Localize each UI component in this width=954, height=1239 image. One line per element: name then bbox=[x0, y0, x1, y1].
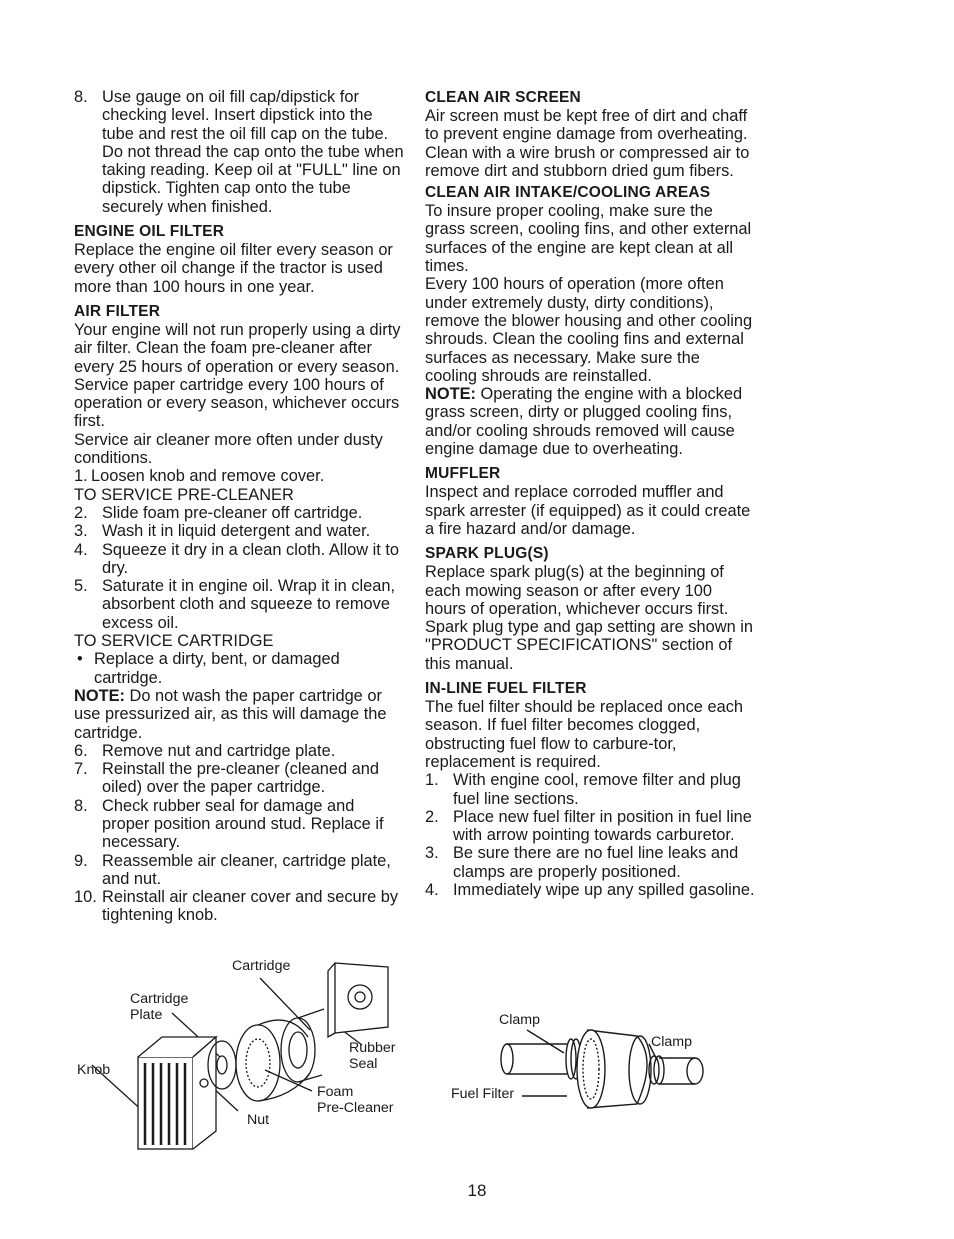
label-nut: Nut bbox=[247, 1112, 270, 1128]
clean-air-intake-paragraph-1: To insure proper cooling, make sure the grass screen, cooling fins, and other external surfaces of the engine are kept clean at all times. bbox=[425, 202, 752, 276]
label-rubber-seal-line-2: Seal bbox=[349, 1056, 378, 1072]
label-cartridge-plate-line-2: Plate bbox=[130, 1007, 163, 1023]
list-item: 4. Squeeze it dry in a clean cloth. Allow it to dry. bbox=[74, 540, 400, 577]
fuel-filter-text: The fuel filter should be replaced once each season. If fuel filter becomes clogged, obstructing fuel flow to carbure-tor, replacement is required. bbox=[425, 698, 744, 771]
list-item: 4. Immediately wipe up any spilled gasoline. bbox=[425, 880, 755, 899]
label-knob: Knob bbox=[77, 1062, 111, 1078]
label-cartridge-plate-line-1: Cartridge bbox=[130, 991, 189, 1007]
label-foam-line-1: Foam bbox=[317, 1084, 354, 1100]
clean-air-intake-note: NOTE: Operating the engine with a blocked grass screen, dirty or plugged cooling fins, and/or cooling shrouds removed will cause engine damage due to overheating. bbox=[425, 385, 743, 459]
engine-oil-filter-text: Replace the engine oil filter every season or every other oil change if the tractor is used more than 100 hours in one year. bbox=[74, 241, 393, 296]
heading-clean-air-screen: CLEAN AIR SCREEN bbox=[425, 89, 581, 106]
list-item: 3. Be sure there are no fuel line leaks and clamps are properly positioned. bbox=[425, 844, 739, 881]
clean-air-intake-paragraph-2: Every 100 hours of operation (more often under extremely dusty, dirty conditions), remove the blower housing and other cooling shrouds. Clean the cooling fins and external surfaces as necessary. Make sure the cooling shrouds are reinstalled. bbox=[425, 275, 753, 385]
list-item: 1. With engine cool, remove filter and plug fuel line sections. bbox=[425, 771, 741, 808]
label-clamp-right: Clamp bbox=[651, 1034, 692, 1050]
air-filter-paragraph-2: Service air cleaner more often under dusty conditions. bbox=[74, 430, 383, 468]
label-rubber-seal-line-1: Rubber bbox=[349, 1040, 396, 1056]
heading-in-line-fuel-filter: IN-LINE FUEL FILTER bbox=[425, 680, 587, 698]
spark-plugs-text: Replace spark plug(s) at the beginning of each mowing season or after every 100 hours of operation, whichever occurs first. Spark plug type and gap setting are shown in "PRODUCT SPECIFICATIONS" section of this manual. bbox=[425, 563, 754, 673]
clean-air-screen-text: Air screen must be kept free of dirt and chaff to prevent engine damage from overheating. Clean with a wire brush or compressed air to remove dirt and stubborn dried gum fibers. bbox=[425, 107, 750, 180]
label-clamp-left: Clamp bbox=[499, 1012, 540, 1028]
heading-air-filter: AIR FILTER bbox=[74, 302, 161, 320]
right-column bbox=[425, 88, 755, 899]
air-filter-note: NOTE: Do not wash the paper cartridge or use pressurized air, as this will damage the cartridge. bbox=[74, 686, 387, 742]
air-filter-paragraph-1: Your engine will not run properly using a dirty air filter. Clean the foam pre-cleaner after every 25 hours of operation or every season. Service paper cartridge every 100 hours of operation or every season, whichever occurs first. bbox=[74, 320, 401, 431]
heading-clean-air-intake: CLEAN AIR INTAKE/COOLING AREAS bbox=[425, 184, 711, 202]
subheading-cartridge: TO SERVICE CARTRIDGE bbox=[74, 632, 274, 651]
left-column bbox=[74, 88, 406, 925]
heading-muffler: MUFFLER bbox=[425, 465, 501, 483]
heading-engine-oil-filter: ENGINE OIL FILTER bbox=[74, 223, 225, 241]
list-item: • Replace a dirty, bent, or damaged cartridge. bbox=[77, 650, 340, 687]
list-item: 5. Saturate it in engine oil. Wrap it in clean, absorbent cloth and squeeze to remove excess oil. bbox=[74, 577, 396, 632]
label-cartridge: Cartridge bbox=[232, 958, 291, 974]
list-item: 10. Reinstall air cleaner cover and secure by tightening knob. bbox=[74, 888, 399, 925]
list-item: 9. Reassemble air cleaner, cartridge plate, and nut. bbox=[74, 851, 391, 888]
label-fuel-filter: Fuel Filter bbox=[451, 1086, 515, 1102]
air-filter-diagram bbox=[70, 945, 410, 1155]
air-filter-step-1: 1. Loosen knob and remove cover. bbox=[74, 467, 325, 486]
list-item: 7. Reinstall the pre-cleaner (cleaned and oiled) over the paper cartridge. bbox=[74, 760, 379, 797]
list-item: 8. Check rubber seal for damage and proper position around stud. Replace if necessary. bbox=[74, 796, 384, 852]
muffler-text: Inspect and replace corroded muffler and spark arrester (if equipped) as it could create a fire hazard and/or damage. bbox=[425, 483, 751, 538]
list-item: 2. Place new fuel filter in position in fuel line with arrow pointing towards carburetor. bbox=[425, 807, 752, 845]
subheading-pre-cleaner: TO SERVICE PRE-CLEANER bbox=[74, 485, 294, 504]
list-item: 3. Wash it in liquid detergent and water. bbox=[74, 522, 371, 541]
list-item: 6. Remove nut and cartridge plate. bbox=[74, 741, 336, 760]
fuel-filter-diagram bbox=[447, 1008, 727, 1118]
label-foam-line-2: Pre-Cleaner bbox=[317, 1100, 394, 1116]
list-item: 2. Slide foam pre-cleaner off cartridge. bbox=[74, 503, 363, 522]
step-8-check-oil: 8. Use gauge on oil fill cap/dipstick for checking level. Insert dipstick into the tube and rest the oil fill cap on the tube. Do not thread the cap onto the tube when taking reading. Keep oil at "FULL" line on dipstick. Tighten cap onto the tube securely when finished. bbox=[74, 88, 404, 216]
page-number: 18 bbox=[467, 1181, 487, 1200]
heading-spark-plugs: SPARK PLUG(S) bbox=[425, 545, 549, 563]
